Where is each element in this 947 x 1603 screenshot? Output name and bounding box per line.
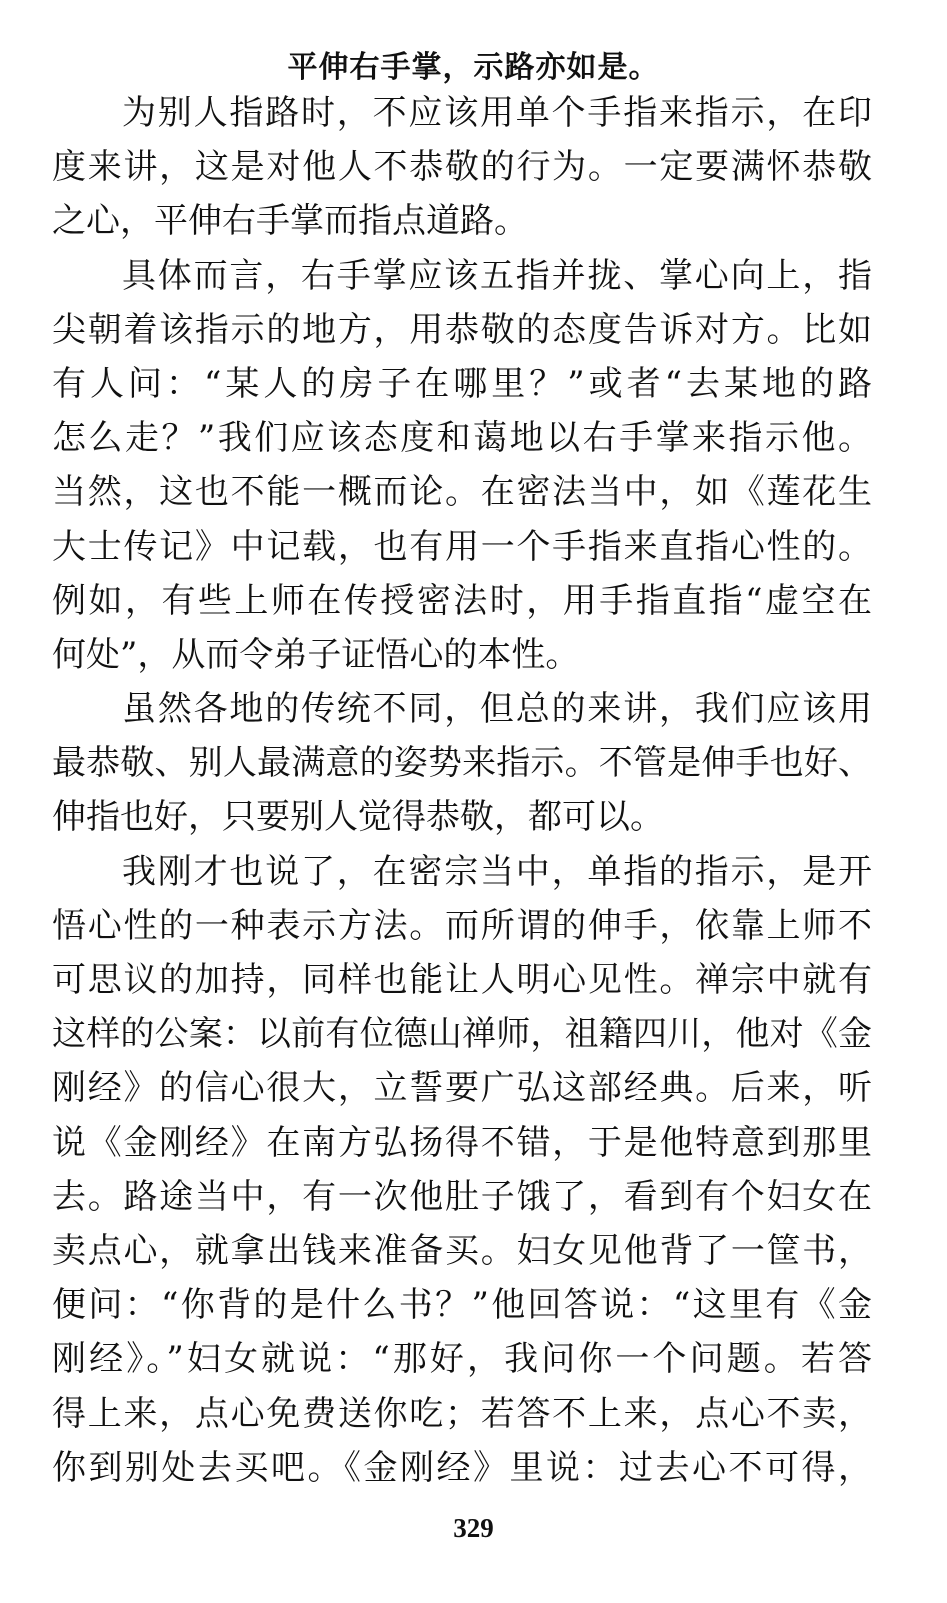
text-line: 这样的公案：以前有位德山禅师，祖籍四川，他对《金 xyxy=(52,1014,872,1055)
page-number: 329 xyxy=(453,1513,494,1543)
text-line: 最恭敬、别人最满意的姿势来指示。不管是伸手也好、 xyxy=(52,743,872,784)
text-line: 去。路途当中，有一次他肚子饿了，看到有个妇女在 xyxy=(52,1176,872,1217)
text-line: 卖点心，就拿出钱来准备买。妇女见他背了一筐书， xyxy=(52,1230,872,1271)
text-line: 悟心性的一种表示方法。而所谓的伸手，依靠上师不 xyxy=(52,905,872,946)
text-line: 度来讲，这是对他人不恭敬的行为。一定要满怀恭敬 xyxy=(52,147,872,188)
text-line: 尖朝着该指示的地方，用恭敬的态度告诉对方。比如 xyxy=(52,309,872,350)
text-line: 得上来，点心免费送你吃；若答不上来，点心不卖， xyxy=(52,1393,872,1434)
text-line: 伸指也好，只要别人觉得恭敬，都可以。 xyxy=(52,797,664,838)
text-line: 我刚才也说了，在密宗当中，单指的指示，是开 xyxy=(122,851,872,892)
text-line: 具体而言，右手掌应该五指并拢、掌心向上，指 xyxy=(122,255,872,296)
text-line: 有人问：“某人的房子在哪里？”或者“去某地的路 xyxy=(52,363,872,404)
text-line: 你到别处去买吧。《金刚经》里说：过去心不可得， xyxy=(52,1447,872,1488)
text-line: 为别人指路时，不应该用单个手指来指示，在印 xyxy=(122,93,872,133)
text-line: 刚经》。”妇女就说：“那好，我问你一个问题。若答 xyxy=(52,1339,872,1380)
text-line: 可思议的加持，同样也能让人明心见性。禅宗中就有 xyxy=(52,960,872,1000)
text-line: 怎么走？”我们应该态度和蔼地以右手掌来指示他。 xyxy=(52,418,872,459)
text-line: 例如，有些上师在传授密法时，用手指直指“虚空在 xyxy=(52,580,872,621)
text-line: 说《金刚经》在南方弘扬得不错，于是他特意到那里 xyxy=(52,1122,872,1163)
text-line: 虽然各地的传统不同，但总的来讲，我们应该用 xyxy=(122,689,872,730)
text-line: 大士传记》中记载，也有用一个手指来直指心性的。 xyxy=(52,526,872,567)
text-line: 何处”，从而令弟子证悟心的本性。 xyxy=(52,634,580,675)
body-text xyxy=(52,86,872,1495)
text-line: 刚经》的信心很大，立誓要广弘这部经典。后来，听 xyxy=(52,1068,872,1109)
text-line: 当然，这也不能一概而论。在密法当中，如《莲花生 xyxy=(52,472,872,513)
text-line: 便问：“你背的是什么书？”他回答说：“这里有《金 xyxy=(52,1285,872,1326)
verse-title: 平伸右手掌，示路亦如是。 xyxy=(287,50,660,85)
text-line: 之心，平伸右手掌而指点道路。 xyxy=(52,201,528,242)
